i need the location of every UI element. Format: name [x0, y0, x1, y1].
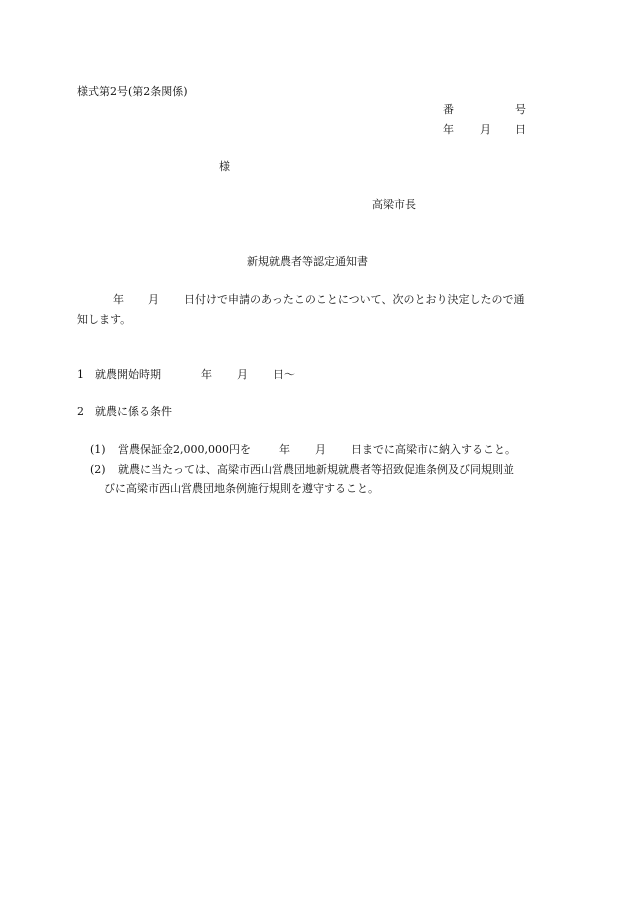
intro-year: 年 [113, 293, 124, 306]
condition1-text-b: 日までに高梁市に納入すること。 [351, 443, 516, 456]
item1-label: 就農開始時期 [95, 368, 161, 381]
intro-line2: 知します。 [77, 313, 132, 326]
date-month: 月 [480, 123, 491, 136]
recipient-suffix: 様 [219, 160, 230, 173]
document-title: 新規就農者等認定通知書 [247, 255, 368, 268]
condition1-text-a: 営農保証金2,000,000円を [118, 443, 251, 456]
item1-number: 1 [77, 368, 84, 381]
item2-number: 2 [77, 405, 84, 418]
item1-month: 月 [237, 368, 248, 381]
issuer-name: 高梁市長 [372, 198, 416, 211]
condition1-month: 月 [315, 443, 326, 456]
number-label: 番 [443, 103, 454, 116]
date-year: 年 [443, 123, 454, 136]
item1-day: 日〜 [273, 368, 295, 381]
date-day: 日 [515, 123, 526, 136]
condition2-line2: びに高梁市西山営農団地条例施行規則を遵守すること。 [104, 482, 379, 495]
item1-year: 年 [201, 368, 212, 381]
intro-line1-rest: 日付けで申請のあったこのことについて、次のとおり決定したので通 [184, 293, 525, 306]
number-suffix: 号 [515, 103, 526, 116]
condition2-number: (2) [90, 463, 106, 476]
form-label: 様式第2号(第2条関係) [77, 85, 188, 98]
condition2-line1: 就農に当たっては、高梁市西山営農団地新規就農者等招致促進条例及び同規則並 [118, 463, 514, 476]
condition1-number: (1) [90, 443, 106, 456]
condition1-year: 年 [279, 443, 290, 456]
item2-label: 就農に係る条件 [95, 405, 172, 418]
intro-month: 月 [148, 293, 159, 306]
